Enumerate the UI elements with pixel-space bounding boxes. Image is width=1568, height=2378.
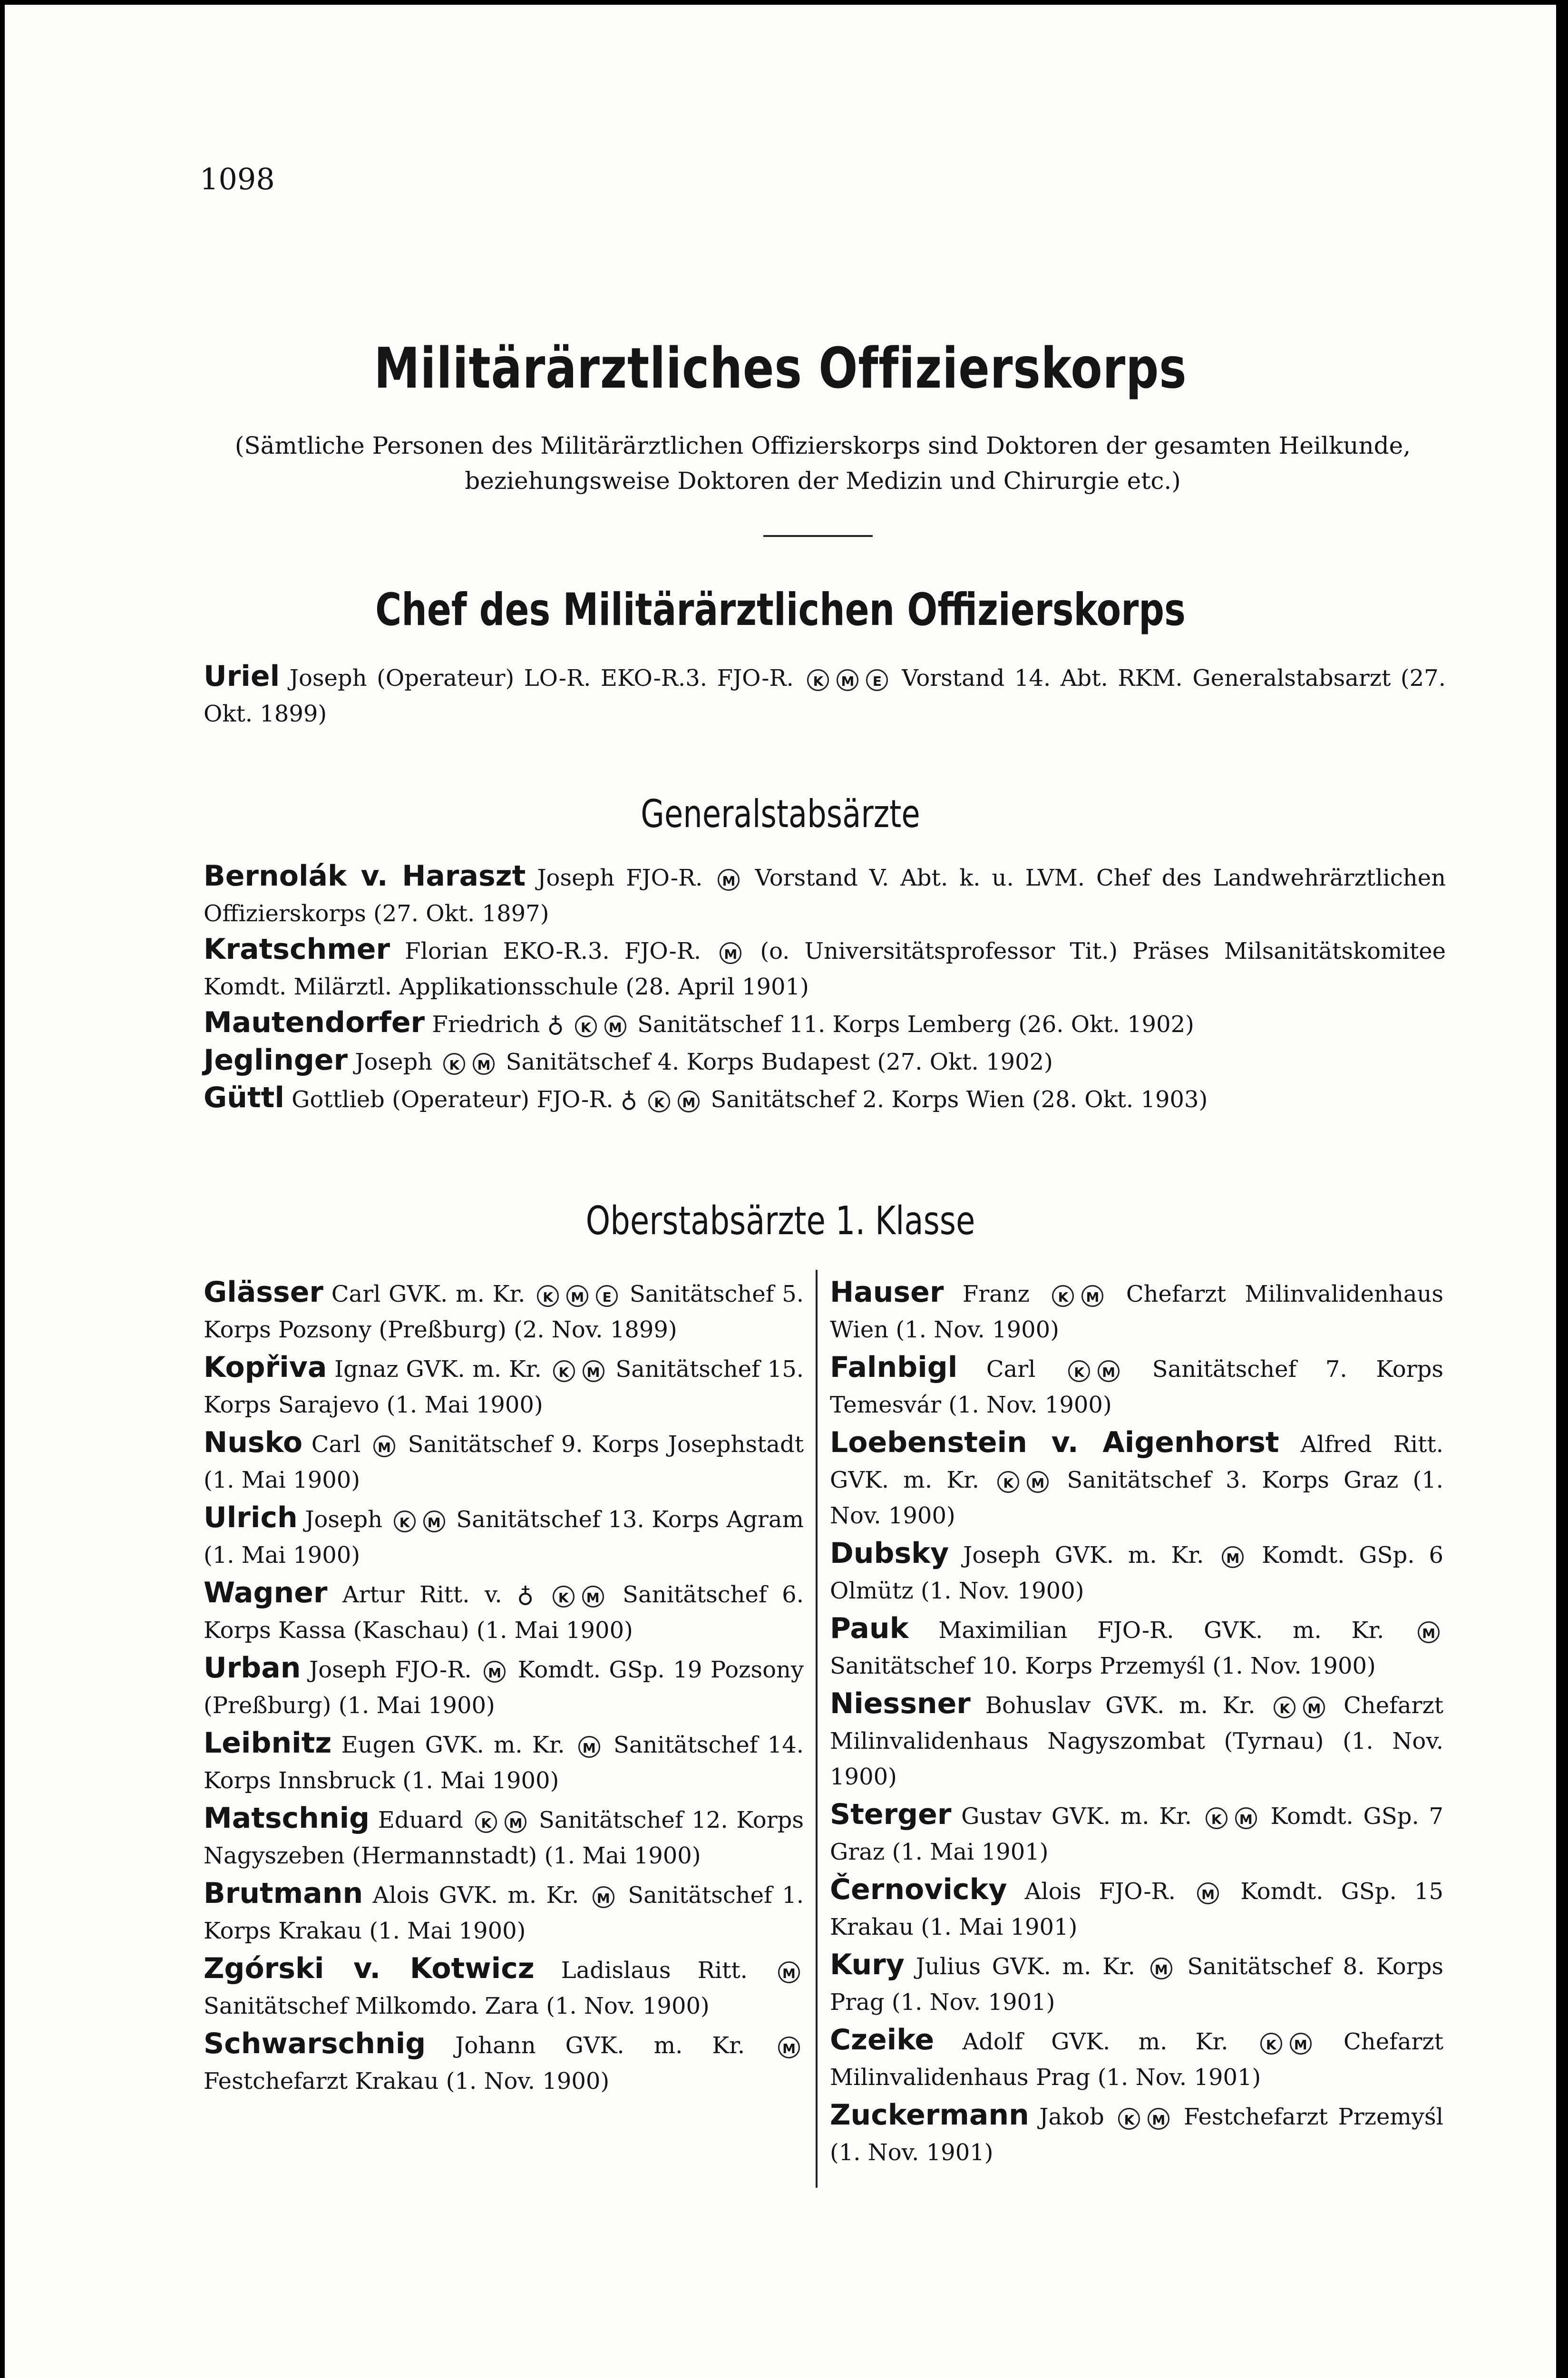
entry-position: (o. Universitätsprofessor Tit.) Präses Milsanitätskomitee Komdt. Milärztl. Applikationsschule (28. April 1901) [204,938,1446,1000]
person-entry [204,932,1446,1005]
person-name: Matschnig [204,1802,370,1835]
entry-details: Maximilian FJO-R. GVK. m. Kr. [938,1617,1384,1644]
person-entry [204,1876,804,1949]
section-heading-chef: Chef des Militärärztlichen Offizierskorps [375,584,1186,636]
person-name: Wagner [204,1576,328,1609]
entry-position: Sanitätschef 1. Korps Krakau (1. Mai 1900) [204,1882,804,1944]
decoration-mark-icon: M [373,1435,395,1457]
decoration-mark-icon: K [1118,2108,1140,2130]
entry-details: Carl [986,1356,1036,1383]
person-entry [204,1005,1446,1043]
decoration-mark-icon: M [1303,1696,1325,1718]
decoration-mark-icon: K [394,1511,416,1532]
entry-position: Sanitätschef 7. Korps Temesvár (1. Nov. 1900) [830,1356,1444,1418]
person-name: Brutmann [204,1877,363,1910]
entry-position: Sanitätschef 9. Korps Josephstadt (1. Mai 1900) [204,1431,804,1493]
entry-details: Joseph (Operateur) LO-R. EKO-R.3. FJO-R. [289,665,794,692]
entry-details: Florian EKO-R.3. FJO-R. [405,938,701,965]
decoration-mark-icon: E [866,669,888,691]
column-divider [816,1270,818,2188]
entry-position: Festchefarzt Krakau (1. Nov. 1900) [204,2068,610,2095]
entry-details: Alois GVK. m. Kr. [372,1882,579,1909]
entry-position: Sanitätschef 10. Korps Przemyśl (1. Nov. 1900) [830,1653,1376,1679]
entry-position: Sanitätschef Milkomdo. Zara (1. Nov. 1900) [204,1993,710,2019]
decoration-mark-icon: M [582,1586,604,1608]
person-entry [830,1425,1443,1534]
person-name: Pauk [830,1612,909,1645]
entry-position: Sanitätschef 15. Korps Sarajevo (1. Mai 1900) [204,1356,804,1418]
person-entry [204,1080,1446,1118]
decoration-mark-icon: K [1068,1360,1090,1382]
person-name: Mautendorfer [204,1006,425,1039]
person-entry [204,1801,804,1874]
decoration-mark-icon: M [423,1511,445,1532]
person-entry [830,1686,1443,1795]
entry-details: Eduard [378,1807,463,1833]
decoration-mark-icon: M [473,1053,495,1075]
decoration-mark-icon: M [578,1736,600,1758]
decoration-mark-icon: K [807,669,829,691]
decoration-mark-icon: M [778,2037,800,2058]
person-entry [830,1350,1443,1423]
entry-details: Bohuslav GVK. m. Kr. [985,1692,1256,1719]
decoration-mark-icon: M [1222,1546,1244,1568]
entry-details: Johann GVK. m. Kr. [455,2032,745,2059]
decoration-mark-icon: M [604,1015,626,1037]
decoration-mark-icon: M [837,669,858,691]
decoration-mark-icon: M [720,942,741,964]
person-name: Bernolák v. Haraszt [204,859,526,893]
entry-details: Friedrich ♁ [432,1011,564,1038]
decoration-mark-icon: M [1081,1285,1103,1307]
person-name: Ulrich [204,1501,298,1534]
person-name: Nusko [204,1426,303,1459]
entry-details: Joseph GVK. m. Kr. [963,1542,1204,1569]
entry-position: Chefarzt Milinvalidenhaus Wien (1. Nov. 1900) [830,1281,1443,1343]
entry-details: Franz [962,1281,1030,1307]
decoration-mark-icon: K [648,1091,670,1112]
decoration-mark-icon: M [718,869,740,891]
person-entry [204,858,1446,932]
entry-position: Sanitätschef 5. Korps Pozsony (Preßburg) (2. Nov. 1899) [204,1281,804,1343]
entry-details: Joseph FJO-R. [309,1657,472,1683]
decoration-mark-icon: K [537,1285,559,1307]
decoration-mark-icon: K [553,1586,575,1608]
entry-position: Sanitätschef 11. Korps Lemberg (26. Okt. 1902) [637,1011,1194,1038]
oberstab-right-column [830,1275,1443,2173]
person-entry [830,1947,1443,2020]
entry-details: Alfred Ritt. GVK. m. Kr. [830,1431,1443,1493]
decoration-mark-icon: K [997,1471,1019,1493]
person-name: Kury [830,1948,905,1981]
decoration-mark-icon: K [1260,2033,1282,2055]
decoration-mark-icon: M [566,1285,588,1307]
entry-details: Jakob [1039,2104,1104,2130]
entry-position: Komdt. GSp. 19 Pozsony (Preßburg) (1. Mai 1900) [204,1657,804,1719]
decoration-mark-icon: M [678,1091,700,1112]
person-entry [830,1872,1443,1945]
person-name: Falnbigl [830,1351,958,1384]
generalstab-list [204,858,1446,1118]
person-entry [830,1536,1443,1609]
entry-position: Sanitätschef 12. Korps Nagyszeben (Hermannstadt) (1. Mai 1900) [204,1807,804,1869]
oberstab-left-column [204,1275,804,2101]
person-entry [830,2022,1443,2095]
entry-chef [204,659,1446,732]
entry-position: Vorstand V. Abt. k. u. LVM. Chef des Landwehrärztlichen Offizierskorps (27. Okt. 1897) [204,865,1446,927]
person-entry [204,1575,804,1648]
person-name: Sterger [830,1798,952,1831]
intro-note: (Sämtliche Personen des Militärärztlichen Offizierskorps sind Doktoren der gesamten Heilkunde, beziehungsweise Doktoren der Medizin und Chirurgie etc.) [234,432,1411,495]
decoration-mark-icon: K [1206,1807,1227,1829]
decoration-mark-icon: K [1274,1696,1295,1718]
entry-details: Joseph FJO-R. [537,865,703,891]
person-entry [204,1275,804,1348]
entry-details: Joseph [305,1506,383,1533]
person-entry [830,1611,1443,1684]
decoration-mark-icon: E [596,1285,618,1307]
person-name: Kopřiva [204,1351,327,1384]
decoration-mark-icon: M [1197,1882,1219,1904]
person-entry [204,2026,804,2099]
entry-position: Sanitätschef 14. Korps Innsbruck (1. Mai 1900) [204,1732,804,1794]
entry-details: Ladislaus Ritt. [561,1957,748,1984]
entry-position: Sanitätschef 2. Korps Wien (28. Okt. 1903) [711,1086,1208,1113]
entry-position: Festchefarzt Przemyśl (1. Nov. 1901) [830,2104,1443,2166]
person-entry [204,1350,804,1423]
person-entry [204,1043,1446,1080]
entry-position: Chefarzt Milinvalidenhaus Nagyszombat (Tyrnau) (1. Nov. 1900) [830,1692,1444,1790]
entry-details: Alois FJO-R. [1024,1878,1176,1905]
entry-details: Artur Ritt. v. ♁ [342,1581,534,1608]
entry-position: Chefarzt Milinvalidenhaus Prag (1. Nov. 1901) [830,2028,1443,2091]
person-entry [204,1500,804,1573]
entry-details: Adolf GVK. m. Kr. [962,2028,1228,2055]
entry-position: Sanitätschef 4. Korps Budapest (27. Okt. 1902) [506,1049,1053,1075]
page-title: Militärärztliches Offizierskorps [374,335,1187,401]
page-number: 1098 [200,162,275,196]
decoration-mark-icon: K [1052,1285,1074,1307]
decoration-mark-icon: M [593,1886,614,1908]
person-name: Kratschmer [204,933,390,966]
person-entry [204,1650,804,1724]
decoration-mark-icon: K [443,1053,465,1075]
entry-details: Gottlieb (Operateur) FJO-R. ♁ [292,1086,638,1113]
person-entry [830,1275,1443,1348]
person-name: Jeglinger [204,1043,348,1077]
person-entry [204,1951,804,2024]
entry-position: Komdt. GSp. 15 Krakau (1. Mai 1901) [830,1878,1443,1940]
entry-details: Eugen GVK. m. Kr. [341,1732,565,1758]
person-name: Dubsky [830,1537,949,1570]
person-name: Černovicky [830,1873,1007,1906]
decoration-mark-icon: M [1148,2108,1169,2130]
decoration-mark-icon: M [1418,1621,1440,1643]
person-name: Uriel [204,660,280,693]
decoration-mark-icon: M [1290,2033,1312,2055]
decoration-mark-icon: M [778,1961,800,1983]
section-heading-oberstab: Oberstabsärzte 1. Klasse [585,1199,975,1244]
decoration-mark-icon: M [505,1811,526,1833]
person-name: Niessner [830,1687,971,1720]
entry-position: Sanitätschef 6. Korps Kassa (Kaschau) (1. Mai 1900) [204,1581,804,1644]
decoration-mark-icon: M [1150,1958,1172,1979]
decoration-mark-icon: M [1098,1360,1120,1382]
decoration-mark-icon: M [1235,1807,1257,1829]
person-entry [830,1797,1443,1870]
entry-position: Komdt. GSp. 7 Graz (1. Mai 1901) [830,1803,1443,1865]
decoration-mark-icon: M [484,1661,506,1683]
entry-details: Carl GVK. m. Kr. [331,1281,526,1307]
decoration-mark-icon: K [553,1360,575,1382]
entry-details: Julius GVK. m. Kr. [915,1953,1135,1980]
decoration-mark-icon: M [1027,1471,1049,1493]
entry-details: Ignaz GVK. m. Kr. [334,1356,542,1383]
person-name: Schwarschnig [204,2027,426,2060]
person-name: Loebenstein v. Aigenhorst [830,1426,1279,1459]
entry-details: Gustav GVK. m. Kr. [961,1803,1192,1830]
section-heading-generalstab: Generalstabsärzte [641,792,920,836]
decoration-mark-icon: K [575,1015,597,1037]
person-name: Glässer [204,1276,324,1309]
entry-position: Sanitätschef 13. Korps Agram (1. Mai 1900) [204,1506,804,1569]
entry-position: Sanitätschef 3. Korps Graz (1. Nov. 1900) [830,1467,1443,1529]
entry-position: Komdt. GSp. 6 Olmütz (1. Nov. 1900) [830,1542,1443,1604]
entry-details: Carl [311,1431,361,1458]
entry-position: Sanitätschef 8. Korps Prag (1. Nov. 1901) [830,1953,1443,2016]
entry-details: Joseph [355,1049,433,1075]
entry-position: Vorstand 14. Abt. RKM. Generalstabsarzt (27. Okt. 1899) [204,665,1446,727]
person-entry [830,2097,1443,2171]
decoration-mark-icon: M [583,1360,604,1382]
person-name: Güttl [204,1081,284,1114]
person-name: Hauser [830,1276,944,1309]
person-name: Zgórski v. Kotwicz [204,1952,535,1985]
person-name: Leibnitz [204,1726,332,1760]
document-page [5,5,1556,2378]
divider-rule [763,535,873,537]
person-entry [204,1725,804,1799]
person-name: Czeike [830,2023,935,2056]
person-entry [204,1425,804,1498]
person-name: Zuckermann [830,2098,1029,2132]
person-name: Urban [204,1651,301,1685]
decoration-mark-icon: K [475,1811,497,1833]
